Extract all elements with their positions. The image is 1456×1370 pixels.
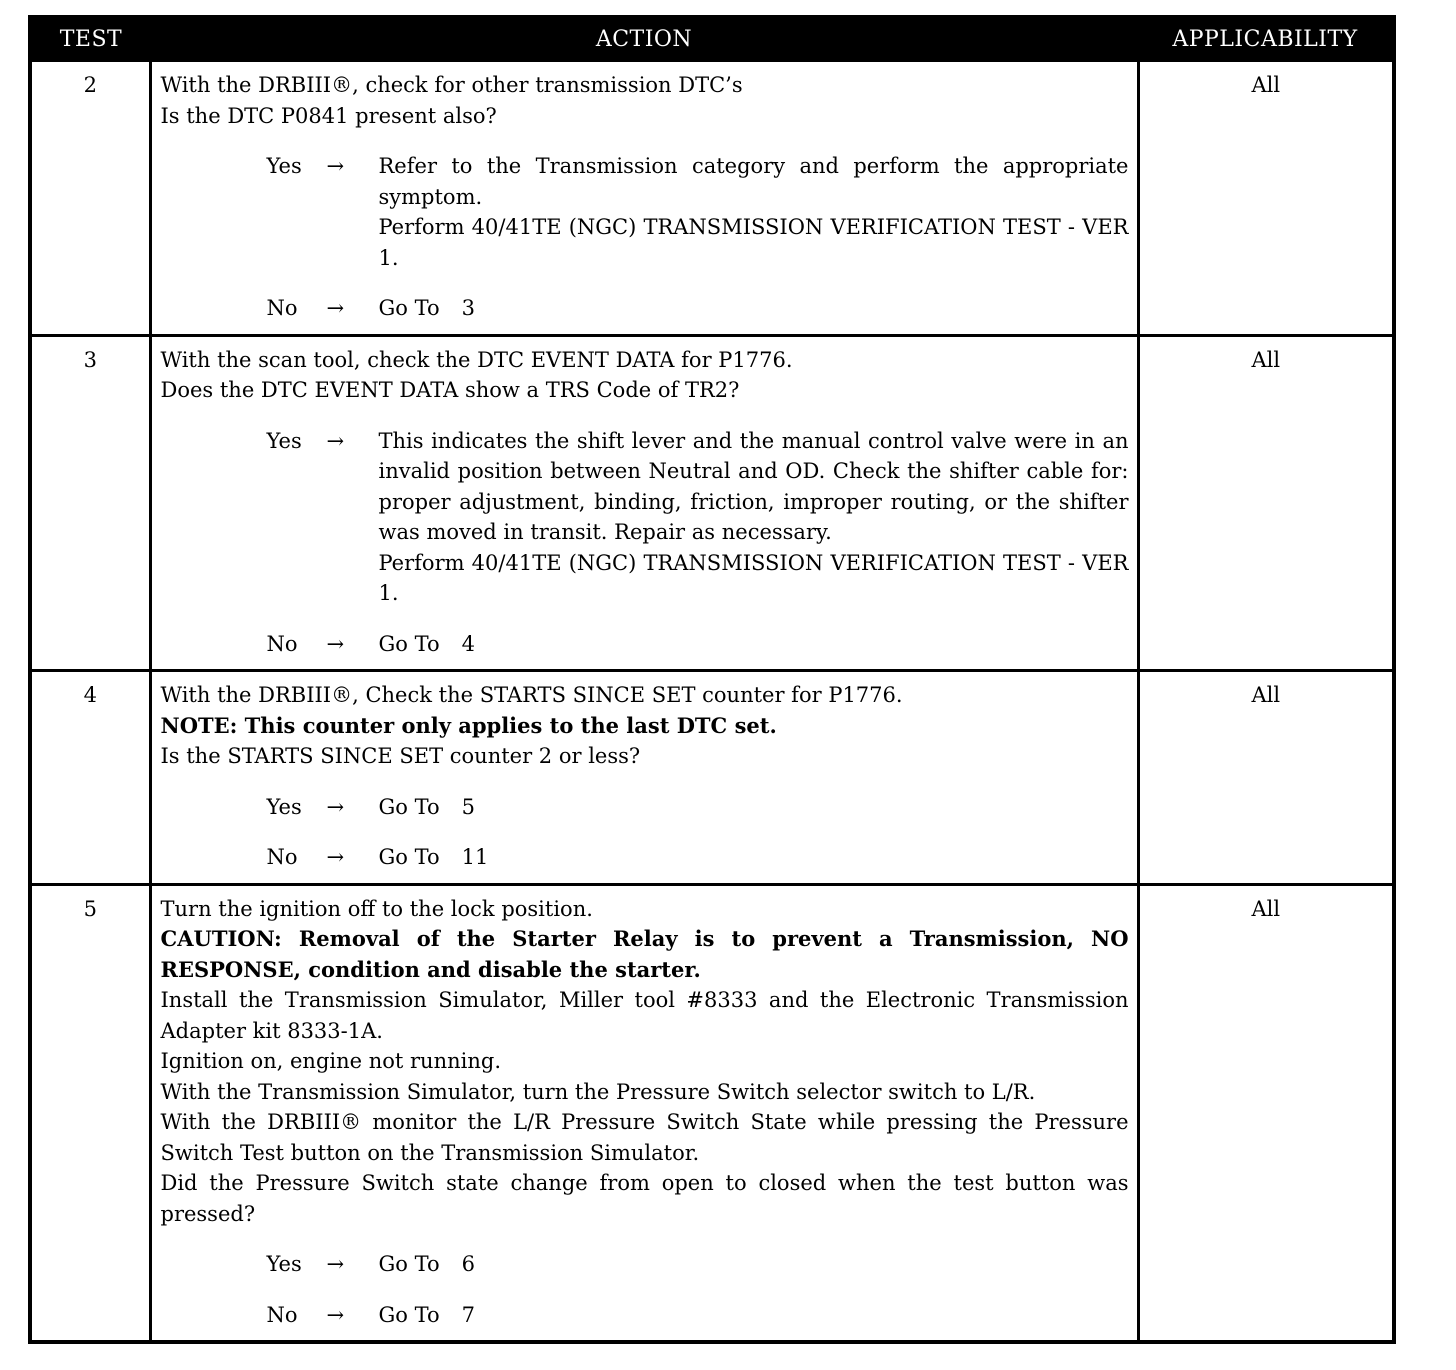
goto-number: 5	[461, 794, 475, 819]
arrow-icon: →	[326, 154, 345, 178]
action-question: Did the Pressure Switch state change from open to closed when the test button was pressed?	[160, 1171, 1129, 1226]
goto-label: Go To	[378, 296, 440, 320]
yes-label: Yes	[266, 1252, 302, 1276]
diagnostic-test-table	[28, 15, 1396, 1344]
applicability-value: All	[1138, 61, 1394, 336]
yes-label: Yes	[266, 154, 302, 178]
action-question: Is the DTC P0841 present also?	[160, 103, 497, 128]
action-line: With the DRBIII® monitor the L/R Pressure Switch State while pressing the Pressure Switch Test button on the Transmission Simulator.	[160, 1110, 1129, 1165]
yes-goto	[379, 792, 1129, 823]
yes-text: Perform 40/41TE (NGC) TRANSMISSION VERIFICATION TEST - VER 1.	[378, 215, 1129, 270]
goto-label: Go To	[378, 1302, 440, 1327]
action-cell	[150, 671, 1138, 885]
test-number: 5	[30, 884, 150, 1342]
yes-text: Refer to the Transmission category and perform the appropriate symptom.	[378, 154, 1129, 209]
action-line: Ignition on, engine not running.	[160, 1049, 501, 1073]
goto-number: 4	[461, 631, 475, 656]
goto-label: Go To	[378, 631, 440, 656]
action-line: With the DRBIII®, Check the STARTS SINCE SET counter for P1776.	[160, 683, 903, 707]
yes-instructions	[379, 426, 1129, 609]
table-row	[30, 61, 1394, 336]
goto-number: 11	[461, 845, 489, 869]
no-goto	[379, 842, 1129, 873]
yes-text: Perform 40/41TE (NGC) TRANSMISSION VERIFICATION TEST - VER 1.	[378, 550, 1129, 605]
table-row	[30, 884, 1394, 1342]
table-row	[30, 335, 1394, 671]
yes-goto	[379, 1249, 1129, 1280]
arrow-icon: →	[326, 1302, 345, 1327]
no-response	[161, 842, 1129, 873]
test-number: 2	[30, 61, 150, 336]
action-line: With the scan tool, check the DTC EVENT DATA for P1776.	[160, 347, 793, 372]
action-line: Turn the ignition off to the lock position.	[160, 896, 593, 921]
yes-label: Yes	[266, 428, 302, 453]
no-label: No	[266, 296, 298, 320]
header-action: ACTION	[150, 17, 1138, 61]
arrow-icon: →	[326, 631, 345, 656]
header-test: TEST	[30, 17, 150, 61]
no-goto	[379, 629, 1129, 660]
arrow-icon: →	[326, 794, 345, 819]
arrow-icon: →	[326, 428, 345, 453]
no-response	[161, 629, 1129, 660]
applicability-value: All	[1138, 671, 1394, 885]
no-response	[161, 1300, 1129, 1331]
note-text: NOTE: This counter only applies to the last DTC set.	[160, 712, 777, 738]
yes-response	[161, 792, 1129, 823]
goto-label: Go To	[378, 1252, 440, 1276]
arrow-icon: →	[326, 845, 345, 869]
yes-response	[161, 426, 1129, 609]
goto-label: Go To	[378, 845, 440, 869]
no-goto	[379, 293, 1129, 324]
header-applicability: APPLICABILITY	[1138, 17, 1394, 61]
applicability-value: All	[1138, 884, 1394, 1342]
action-line: With the Transmission Simulator, turn the Pressure Switch selector switch to L/R.	[160, 1079, 1036, 1104]
yes-text: This indicates the shift lever and the manual control valve were in an invalid position between Neutral and OD. Check the shifter cable for: proper adjustment, binding, friction, improper routing, or the shifter was moved in transit. Repair as necessary.	[378, 428, 1129, 544]
applicability-value: All	[1138, 335, 1394, 671]
no-label: No	[266, 631, 298, 656]
action-cell	[150, 335, 1138, 671]
action-cell	[150, 61, 1138, 336]
yes-instructions	[379, 151, 1129, 273]
action-question: Does the DTC EVENT DATA show a TRS Code of TR2?	[160, 378, 740, 402]
test-number: 4	[30, 671, 150, 885]
action-cell	[150, 884, 1138, 1342]
goto-number: 3	[461, 296, 475, 320]
no-label: No	[266, 1302, 298, 1327]
action-question: Is the STARTS SINCE SET counter 2 or less?	[160, 744, 641, 768]
yes-response	[161, 1249, 1129, 1280]
arrow-icon: →	[326, 1252, 345, 1276]
test-number: 3	[30, 335, 150, 671]
table-row	[30, 671, 1394, 885]
table-header-row	[30, 17, 1394, 61]
goto-number: 7	[461, 1302, 475, 1327]
action-line: With the DRBIII®, check for other transmission DTC’s	[160, 73, 743, 97]
goto-number: 6	[461, 1252, 475, 1276]
caution-text: CAUTION: Removal of the Starter Relay is to prevent a Transmission, NO RESPONSE, condition and disable the starter.	[160, 926, 1129, 982]
arrow-icon: →	[326, 296, 345, 320]
yes-label: Yes	[266, 794, 302, 819]
no-label: No	[266, 845, 298, 869]
no-response	[161, 293, 1129, 324]
goto-label: Go To	[378, 794, 440, 819]
yes-response	[161, 151, 1129, 273]
no-goto	[379, 1300, 1129, 1331]
action-line: Install the Transmission Simulator, Miller tool #8333 and the Electronic Transmission Adapter kit 8333-1A.	[160, 988, 1129, 1043]
